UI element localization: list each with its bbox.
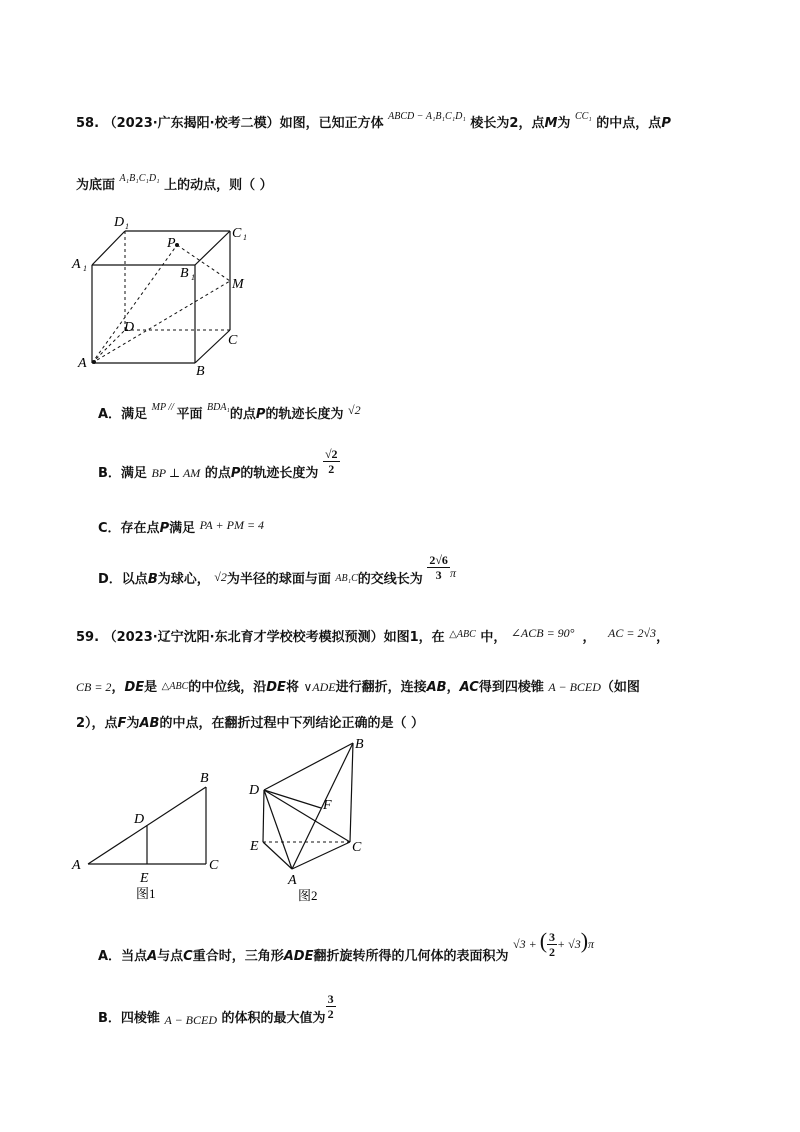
subscript: 1 <box>191 273 195 282</box>
q59-text: ， <box>446 680 460 695</box>
option-text: 当点 <box>121 949 148 964</box>
denominator: 2 <box>549 945 556 959</box>
fig1-label-e: E <box>140 871 149 886</box>
math-expr: BP ⊥ AM <box>151 466 201 480</box>
label-a1: A <box>72 257 81 272</box>
q59-text: 进行翻折，连接 <box>335 680 427 695</box>
label-d: D <box>124 320 135 335</box>
q59-option-a[interactable] <box>98 928 595 964</box>
fig1-label-d: D <box>134 812 145 827</box>
fraction <box>547 930 557 959</box>
q59-text: 的中点，在翻折过程中下列结论正确的是（ ） <box>159 716 424 731</box>
q59-text: 2），点 <box>76 716 118 731</box>
subscript: 1 <box>125 222 129 231</box>
option-text: 的轨迹长度为 <box>265 407 344 422</box>
fig2-label-b: B <box>355 737 364 752</box>
option-label: B． <box>98 466 121 481</box>
q59-text: ， <box>656 630 670 645</box>
option-label: A． <box>98 949 122 964</box>
math-expr: BDA₁ <box>206 402 230 413</box>
label-c: C <box>228 333 238 348</box>
option-text: 满足 <box>120 466 147 481</box>
math-expr: △ABC <box>161 681 189 692</box>
math-expr: ∠ACB = 90° <box>510 626 575 640</box>
option-text: 的点 <box>204 466 231 481</box>
option-text: 与点 <box>157 949 184 964</box>
fig2-label-a: A <box>288 873 297 888</box>
option-text: 的交线长为 <box>357 572 423 587</box>
point-b: B <box>147 572 158 587</box>
q58-option-a[interactable] <box>98 403 361 422</box>
segment-de: DE <box>124 680 145 695</box>
math-expr: MP // <box>151 402 177 413</box>
option-text: 平面 <box>176 407 203 422</box>
q59-text: （如图 <box>600 680 640 695</box>
fraction <box>326 992 336 1021</box>
option-label: A． <box>98 407 122 422</box>
option-text: 重合时，三角形 <box>192 949 284 964</box>
fig2-label-e: E <box>250 839 259 854</box>
denominator: 2 <box>328 462 335 476</box>
figure-2-pyramid <box>245 732 375 907</box>
numerator: √2 <box>324 447 338 461</box>
point-p: P <box>661 116 671 131</box>
label-c1: C <box>232 226 242 241</box>
cube-figure <box>70 205 260 380</box>
fraction <box>427 553 450 582</box>
math-expr: AC = 2√3 <box>608 626 657 640</box>
point-c: C <box>183 949 193 964</box>
q59-text: 中， <box>480 630 507 645</box>
option-text: 四棱锥 <box>120 1011 160 1026</box>
option-label: C． <box>98 521 121 536</box>
option-label: B． <box>98 1011 121 1026</box>
fig2-label-c: C <box>352 840 362 855</box>
q58-text: 的中点，点 <box>596 116 662 131</box>
subscript: 1 <box>83 264 87 273</box>
math-expr: √2 <box>214 570 227 584</box>
math-expr: π <box>449 566 456 580</box>
option-text: 为半径的球面与面 <box>226 572 331 587</box>
segment-de: DE <box>266 680 286 695</box>
option-text: 满足 <box>121 407 148 422</box>
q58-text: 棱长为2，点 <box>470 116 545 131</box>
option-text: 的轨迹长度为 <box>240 466 319 481</box>
option-text: 以点 <box>121 572 148 587</box>
q58-text: 上的动点，则（ ） <box>164 178 273 193</box>
q59-line2 <box>76 676 640 695</box>
q59-number: 59. <box>76 630 100 645</box>
option-text: 为球心， <box>157 572 210 587</box>
denominator: 2 <box>327 1007 334 1021</box>
fig1-caption: 图1 <box>136 886 156 901</box>
base-name: A₁B₁C₁D₁ <box>119 173 160 184</box>
paren: ( <box>539 928 548 953</box>
label-p: P <box>167 236 176 251</box>
option-label: D． <box>98 572 122 587</box>
segment-ab: AB <box>426 680 447 695</box>
math-expr: ∨ADE <box>303 680 336 694</box>
fig2-caption: 图2 <box>298 888 318 903</box>
paren: ) <box>580 928 589 953</box>
q59-text: 是 <box>144 680 158 695</box>
q58-line1 <box>76 112 671 131</box>
segment-ab: AB <box>139 716 160 731</box>
point-p: P <box>230 466 241 481</box>
q58-line2 <box>76 174 273 193</box>
label-b1: B <box>180 266 189 281</box>
q58-text: 如图，已知正方体 <box>279 116 384 131</box>
q59-text: 如图1，在 <box>383 630 445 645</box>
math-expr: △ABC <box>449 629 476 640</box>
fig2-label-d: D <box>249 783 260 798</box>
option-text: 的体积的最大值为 <box>221 1011 326 1026</box>
option-text: 的点 <box>229 407 256 422</box>
cube-name: ABCD − A₁B₁C₁D₁ <box>388 111 466 122</box>
q59-text: 为 <box>126 716 140 731</box>
point-f: F <box>117 716 127 731</box>
subscript: 1 <box>243 233 247 242</box>
point-a: A <box>147 949 158 964</box>
point-m: M <box>544 116 558 131</box>
math-expr: √3 + <box>513 937 540 951</box>
math-expr: CB = 2 <box>76 680 112 694</box>
fig1-label-a: A <box>72 858 81 873</box>
q59-option-b[interactable] <box>98 992 336 1027</box>
q59-text: 将 <box>285 680 299 695</box>
q58-option-c[interactable] <box>98 517 264 536</box>
triangle-ade: ADE <box>283 949 314 964</box>
q59-source: （2023·辽宁沈阳·东北育才学校校考模拟预测） <box>103 630 384 645</box>
math-expr: A − BCED <box>548 680 601 694</box>
q58-text: 为底面 <box>76 178 116 193</box>
q59-line1 <box>76 626 669 645</box>
numerator: 2√6 <box>429 553 448 567</box>
label-a: A <box>78 356 87 371</box>
point-p: P <box>159 521 170 536</box>
math-expr: + √3 <box>557 937 581 951</box>
option-text: 翻折旋转所得的几何体的表面积为 <box>313 949 509 964</box>
label-d1: D <box>114 215 125 230</box>
math-expr: π <box>588 937 595 951</box>
label-b: B <box>196 364 205 379</box>
math-expr: AB₁C <box>335 573 358 584</box>
denominator: 3 <box>435 568 442 582</box>
q58-option-b[interactable] <box>98 447 340 481</box>
q58-source: （2023·广东揭阳·校考二模） <box>103 116 280 131</box>
fig1-label-b: B <box>200 771 209 786</box>
q59-text: 得到四棱锥 <box>478 680 544 695</box>
q59-text: ， <box>582 630 596 645</box>
label-m: M <box>232 277 244 292</box>
math-expr: PA + PM = 4 <box>199 518 265 532</box>
q58-text: 为 <box>557 116 571 131</box>
numerator: 3 <box>327 992 334 1006</box>
point-p: P <box>255 407 266 422</box>
q59-text: 的中位线，沿 <box>188 680 267 695</box>
fig2-label-f: F <box>323 798 332 813</box>
q59-line3 <box>76 712 424 731</box>
q58-option-d[interactable] <box>98 553 456 587</box>
option-text: 满足 <box>169 521 196 536</box>
q58-number: 58. <box>76 116 100 131</box>
segment-ac: AC <box>459 680 479 695</box>
math-expr: √2 <box>348 403 361 417</box>
fig1-label-c: C <box>209 858 219 873</box>
option-text: 存在点 <box>120 521 160 536</box>
figure-1-triangle <box>70 765 230 905</box>
edge-cc1: CC₁ <box>574 111 592 122</box>
math-expr: A − BCED <box>164 1013 218 1027</box>
fraction <box>323 447 340 476</box>
q59-text: ， <box>111 680 125 695</box>
numerator: 3 <box>549 930 556 944</box>
